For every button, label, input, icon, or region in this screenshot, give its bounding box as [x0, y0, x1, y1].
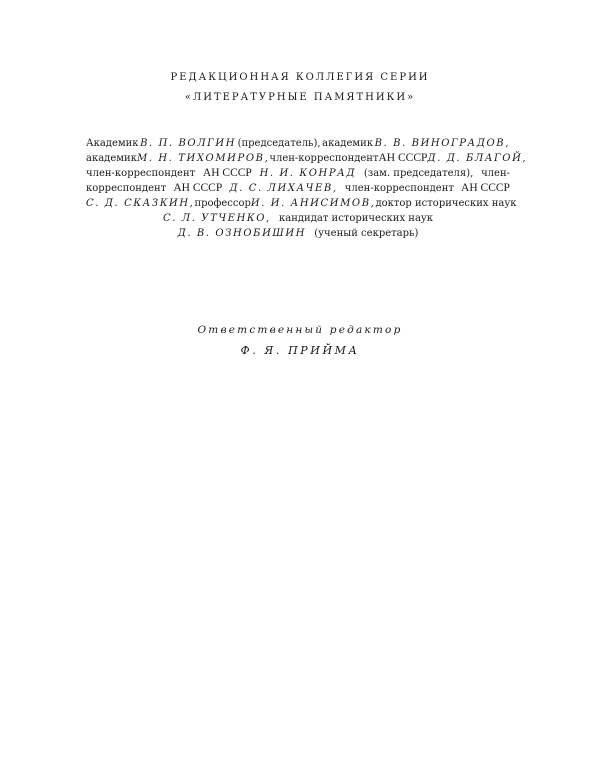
- board-text: Академик: [86, 138, 139, 149]
- board-text: (председатель),: [237, 138, 321, 149]
- board-line: [86, 196, 517, 211]
- board-member-name: С. Л. УТЧЕНКО,: [162, 213, 271, 224]
- board-line: [86, 136, 510, 151]
- responsible-editor-label: Ответственный редактор: [197, 324, 403, 336]
- board-member-name: Д. Д. БЛАГОЙ,: [427, 153, 528, 164]
- board-member-name: Д. С. ЛИХАЧЕВ,: [229, 183, 338, 194]
- board-text: член-корреспондент: [86, 168, 196, 179]
- editorial-board-heading: РЕДАКЦИОННАЯ КОЛЛЕГИЯ СЕРИИ: [170, 72, 430, 83]
- board-text: (зам. председателя),: [363, 168, 474, 179]
- board-text: член-корреспондент: [269, 153, 379, 164]
- board-text: академик: [86, 153, 137, 164]
- series-title: «ЛИТЕРАТУРНЫЕ ПАМЯТНИКИ»: [184, 92, 416, 103]
- board-text: (ученый секретарь): [314, 228, 419, 239]
- board-text: АН СССР: [461, 182, 510, 194]
- board-member-name: М. Н. ТИХОМИРОВ,: [136, 153, 270, 164]
- board-line: [86, 151, 528, 166]
- board-line: [86, 181, 510, 196]
- board-text: академик: [322, 138, 374, 149]
- board-member-name: И. И. АНИСИМОВ,: [250, 198, 376, 209]
- board-line: [86, 226, 510, 241]
- board-member-name: В. В. ВИНОГРАДОВ,: [374, 138, 510, 149]
- board-member-name: В. П. ВОЛГИН: [140, 138, 237, 149]
- board-member-name: С. Д. СКАЗКИН,: [86, 198, 195, 209]
- board-text: корреспондент: [86, 183, 167, 194]
- board-text: АН СССР: [378, 152, 428, 164]
- board-member-name: Н. И. КОНРАД: [259, 168, 357, 179]
- board-text: АН СССР: [202, 167, 252, 179]
- board-member-name: Д. В. ОЗНОБИШИН: [177, 228, 307, 239]
- board-text: АН СССР: [173, 182, 223, 194]
- board-text: член-: [481, 168, 510, 179]
- board-line: [86, 211, 510, 226]
- board-line: [86, 166, 510, 181]
- board-text: профессор: [194, 198, 251, 209]
- board-text: член-корреспондент: [344, 183, 454, 194]
- board-text: кандидат исторических наук: [279, 213, 434, 224]
- board-text: доктор исторических наук: [375, 198, 517, 209]
- responsible-editor-name: Ф. Я. ПРИЙМА: [240, 344, 360, 357]
